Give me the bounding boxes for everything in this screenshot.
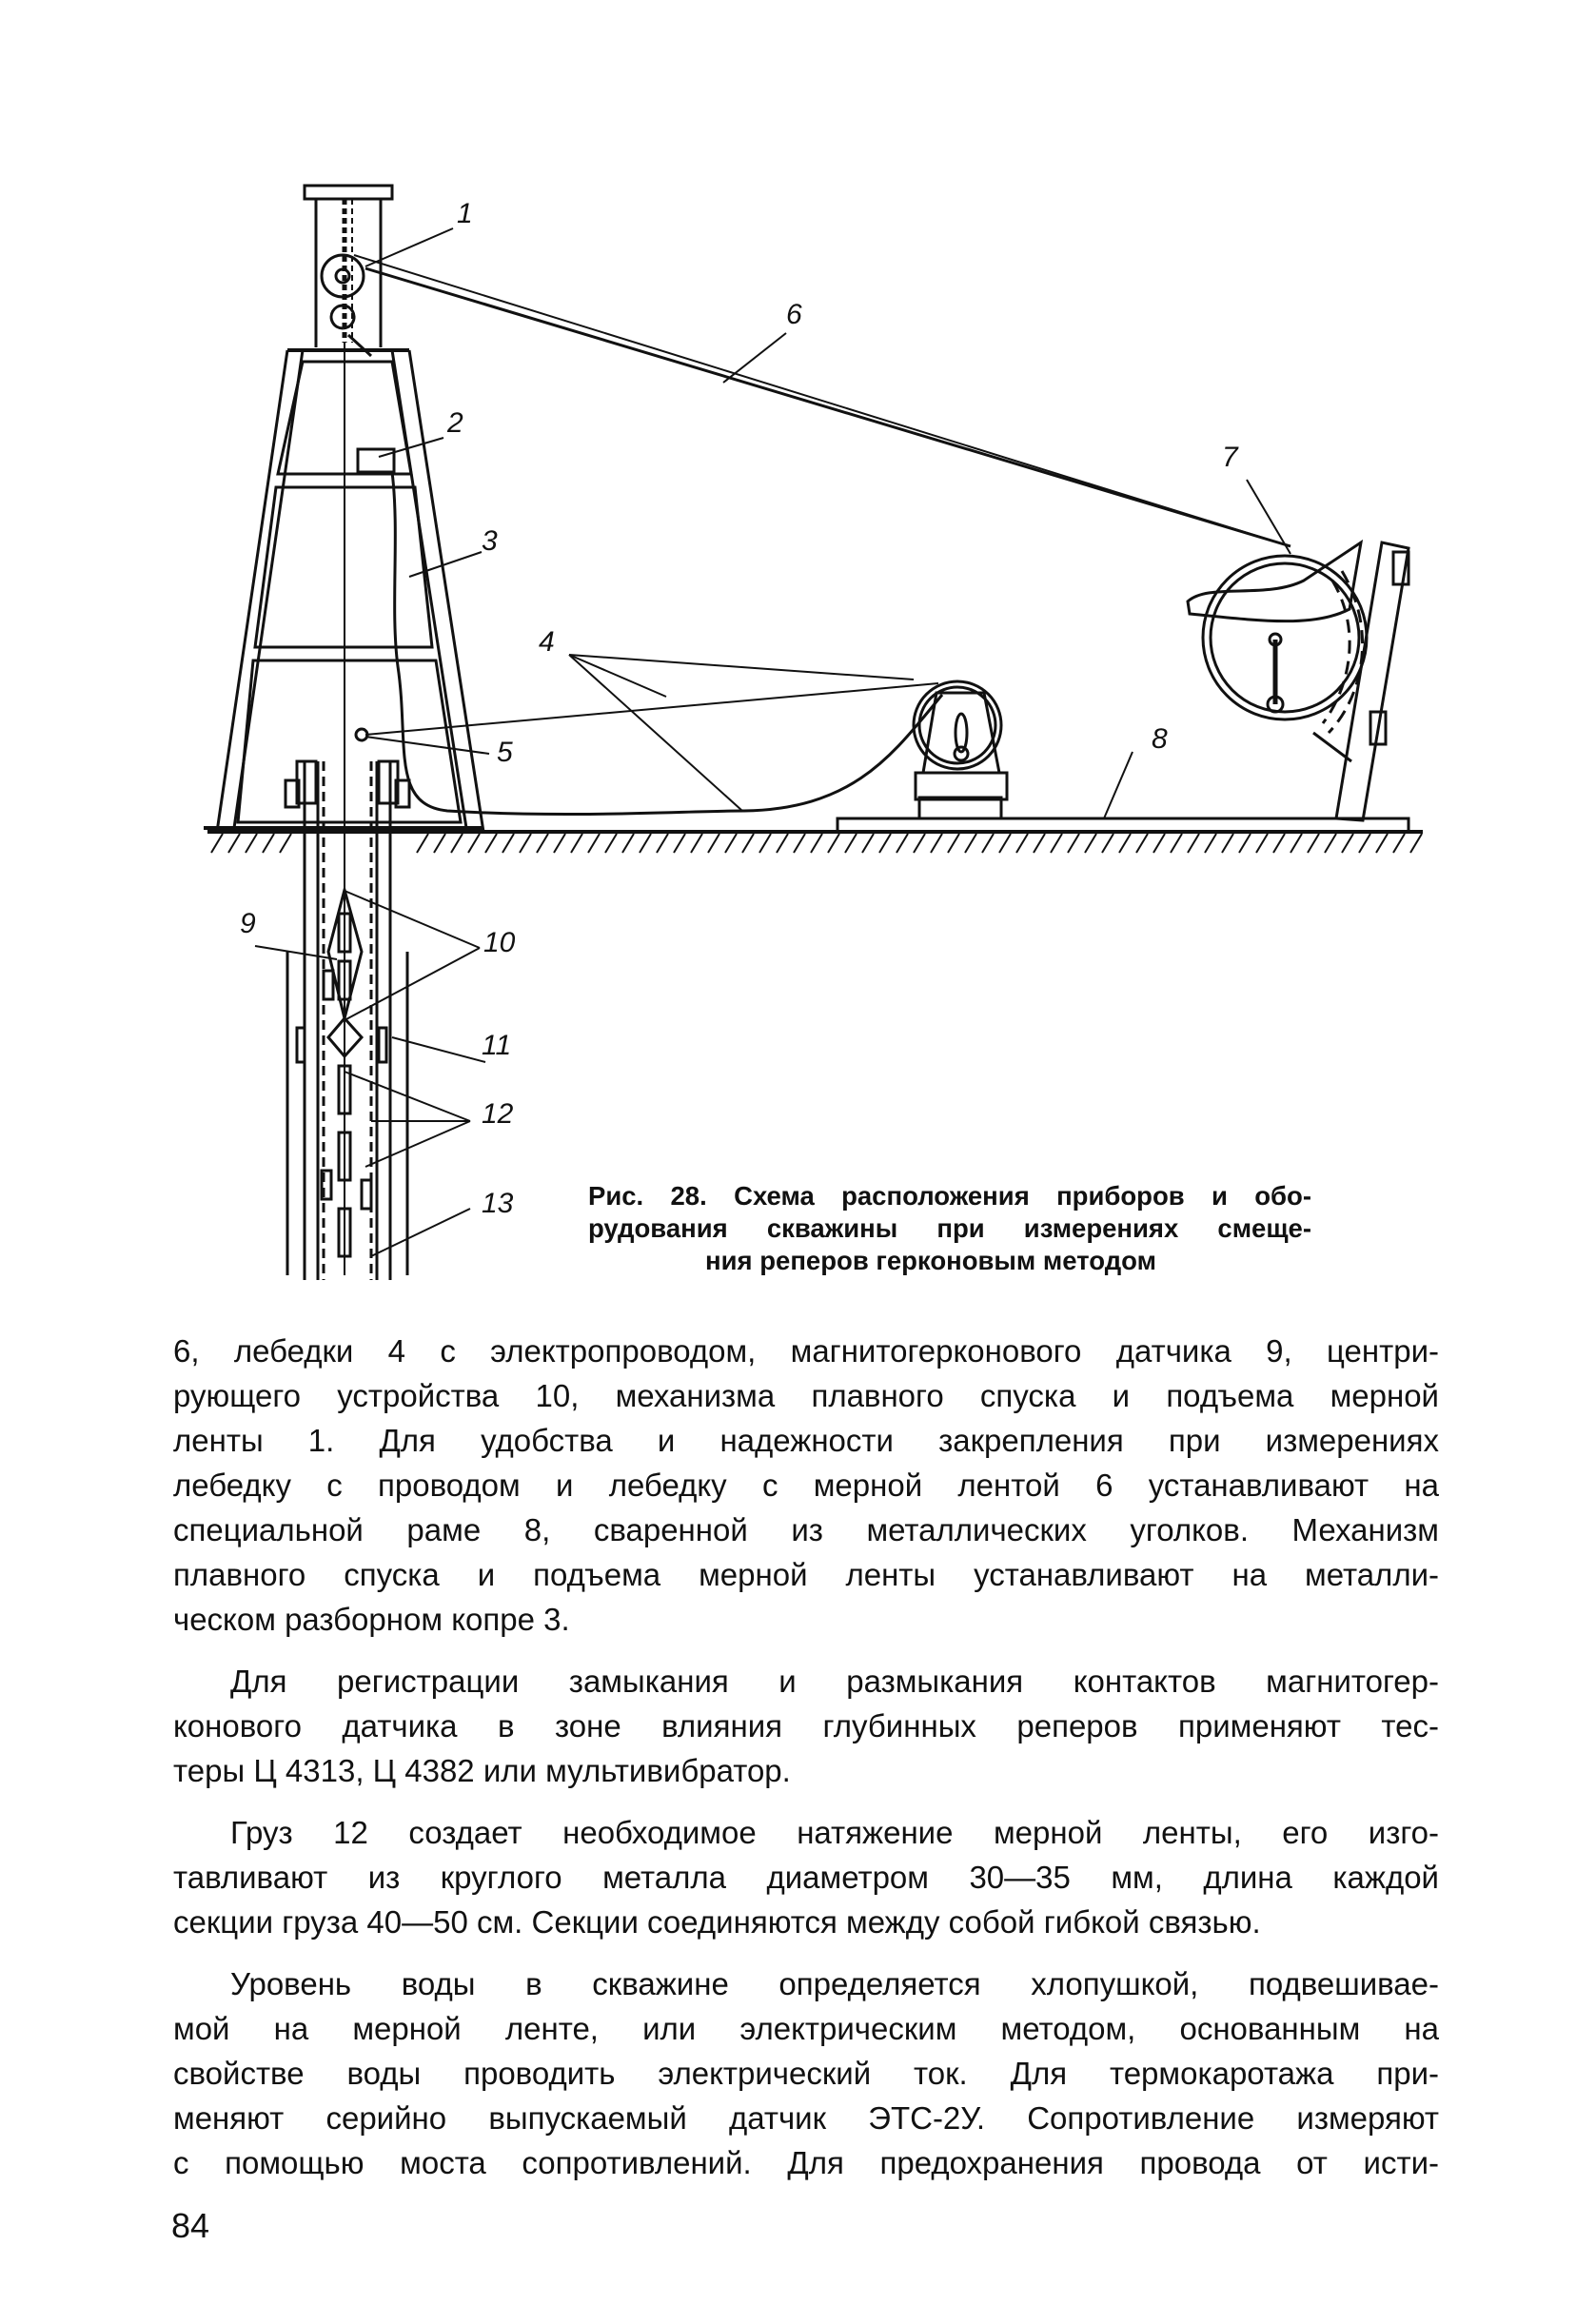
label-6: 6 [786,299,802,330]
caption-line: рудования скважины при измерениях смеще- [588,1213,1311,1243]
label-4: 4 [539,626,555,658]
tape-6 [365,268,1291,546]
paragraph-2 [173,1659,1439,1793]
text-line: мой на мерной ленте, или электрическим методом, основанным на [173,2011,1439,2046]
leader-lines [255,228,1291,1256]
label-12: 12 [482,1098,514,1130]
paragraph-4 [173,1961,1439,2185]
text-line: ческом разборном копре 3. [173,1602,570,1637]
label-10: 10 [483,927,516,958]
body-text [173,1329,1439,2185]
text-line: меняют серийно выпускаемый датчик ЭТС-2У. Сопротивление измеряют [173,2100,1439,2136]
label-7: 7 [1222,442,1238,473]
text-line: секции груза 40—50 см. Секции соединяются между собой гибкой связью. [173,1904,1261,1940]
label-2: 2 [447,407,463,439]
frame-8 [837,818,1409,832]
text-line: специальной раме 8, сваренной из металлических уголков. Механизм [173,1512,1439,1547]
ground-hatching [211,834,1422,853]
label-8: 8 [1152,723,1168,755]
page-number: 84 [171,2206,210,2245]
text-line: 6, лебедки 4 с электропроводом, магнитогерконового датчика 9, центри- [173,1333,1439,1369]
text-line: ленты 1. Для удобства и надежности закрепления при измерениях [173,1423,1439,1458]
borehole [286,761,409,1280]
label-9: 9 [240,908,256,939]
label-11: 11 [482,1030,512,1061]
text-line: Груз 12 создает необходимое натяжение мерной ленты, его изго- [230,1815,1439,1850]
text-line: тавливают из круглого металла диаметром 30—35 мм, длина каждой [173,1860,1439,1895]
text-line: свойстве воды проводить электрический ток. Для термокаротажа при- [173,2056,1439,2091]
caption-line: Рис. 28. Схема расположения приборов и обо- [588,1181,1311,1211]
label-1: 1 [457,198,473,229]
text-line: с помощью моста сопротивлений. Для предохранения провода от исти- [173,2145,1439,2180]
paragraph-3 [173,1810,1439,1944]
paragraph-1 [173,1329,1439,1642]
label-5: 5 [497,737,513,768]
text-line: лебедку с проводом и лебедку с мерной лентой 6 устанавливают на [173,1468,1439,1503]
text-line: рующего устройства 10, механизма плавного спуска и подъема мерной [173,1378,1439,1413]
box-2 [358,449,394,472]
winch-7 [1188,542,1409,820]
label-13: 13 [482,1188,514,1219]
caption-line: ния реперов герконовым методом [705,1246,1156,1275]
winch-4 [914,681,1007,818]
label-3: 3 [482,525,498,557]
text-line: теры Ц 4313, Ц 4382 или мультивибратор. [173,1753,791,1788]
text-line: Для регистрации замыкания и размыкания контактов магнитогер- [230,1664,1439,1699]
text-line: плавного спуска и подъема мерной ленты устанавливают на металли- [173,1557,1439,1592]
text-line: Уровень воды в скважине определяется хлопушкой, подвешивае- [230,1966,1439,2001]
figure-caption [588,1180,1311,1277]
text-line: конового датчика в зоне влияния глубинных реперов применяют тес- [173,1708,1439,1744]
